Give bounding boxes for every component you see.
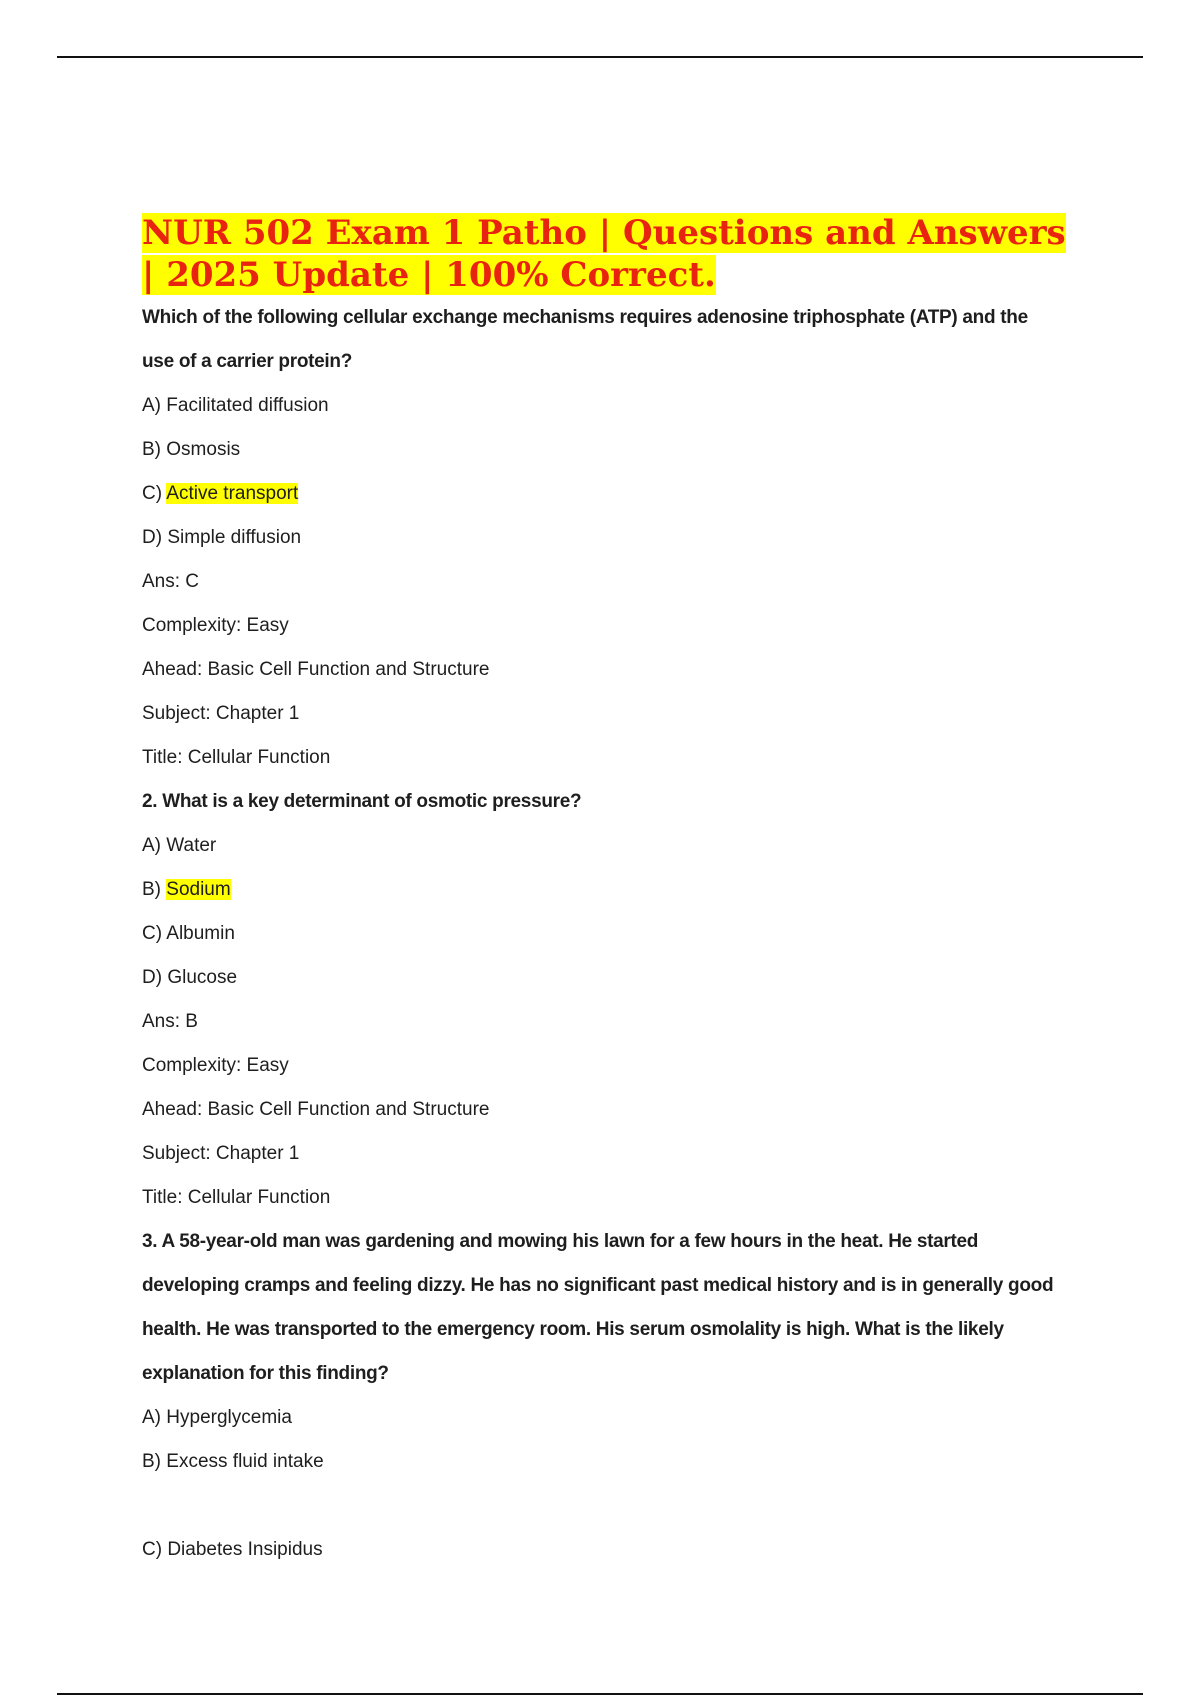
question-1 [142,296,1072,780]
question-3 [142,1220,1072,1572]
question-1-answer: Ans: C [142,571,200,592]
question-1-ahead: Ahead: Basic Cell Function and Structure [142,659,490,680]
question-2 [142,780,1072,1220]
question-2-option-b: B) Sodium [142,879,231,900]
question-2-subject: Subject: Chapter 1 [142,1143,300,1164]
question-3-stem-line-2: developing cramps and feeling dizzy. He has no significant past medical history and is in generally good [142,1275,1054,1296]
question-2-complexity: Complexity: Easy [142,1055,289,1076]
header-rule [57,56,1143,58]
question-1-option-b: B) Osmosis [142,439,241,460]
title-highlight: NUR 502 Exam 1 Patho | Questions and Answers | 2025 Update | 100% Correct. [142,213,1066,295]
document-page [142,212,1072,1572]
document-title [142,212,1072,296]
footer-rule [57,1693,1143,1695]
question-2-stem-line-1: 2. What is a key determinant of osmotic pressure? [142,791,582,812]
question-1-option-a: A) Facilitated diffusion [142,395,329,416]
question-1-complexity: Complexity: Easy [142,615,289,636]
correct-answer-highlight: Sodium [166,879,231,900]
question-1-topic-title: Title: Cellular Function [142,747,331,768]
question-1-option-c: C) Active transport [142,483,299,504]
question-3-option-c: C) Diabetes Insipidus [142,1539,323,1560]
question-3-stem-line-4: explanation for this finding? [142,1363,389,1384]
question-3-stem-line-3: health. He was transported to the emergency room. His serum osmolality is high. What is the likely [142,1319,1004,1340]
question-3-option-b: B) Excess fluid intake [142,1451,324,1472]
blank-line [142,1484,1072,1528]
question-1-stem-line-2: use of a carrier protein? [142,351,353,372]
question-2-answer: Ans: B [142,1011,198,1032]
question-2-topic-title: Title: Cellular Function [142,1187,331,1208]
question-3-stem-line-1: 3. A 58-year-old man was gardening and mowing his lawn for a few hours in the heat. He started [142,1231,979,1252]
question-2-ahead: Ahead: Basic Cell Function and Structure [142,1099,490,1120]
correct-answer-highlight: Active transport [166,483,299,504]
question-2-option-c: C) Albumin [142,923,235,944]
question-2-option-d: D) Glucose [142,967,238,988]
question-1-stem-line-1: Which of the following cellular exchange mechanisms requires adenosine triphosphate (ATP) and the [142,307,1028,328]
question-1-subject: Subject: Chapter 1 [142,703,300,724]
question-2-option-a: A) Water [142,835,217,856]
question-3-option-a: A) Hyperglycemia [142,1407,292,1428]
question-1-option-d: D) Simple diffusion [142,527,302,548]
